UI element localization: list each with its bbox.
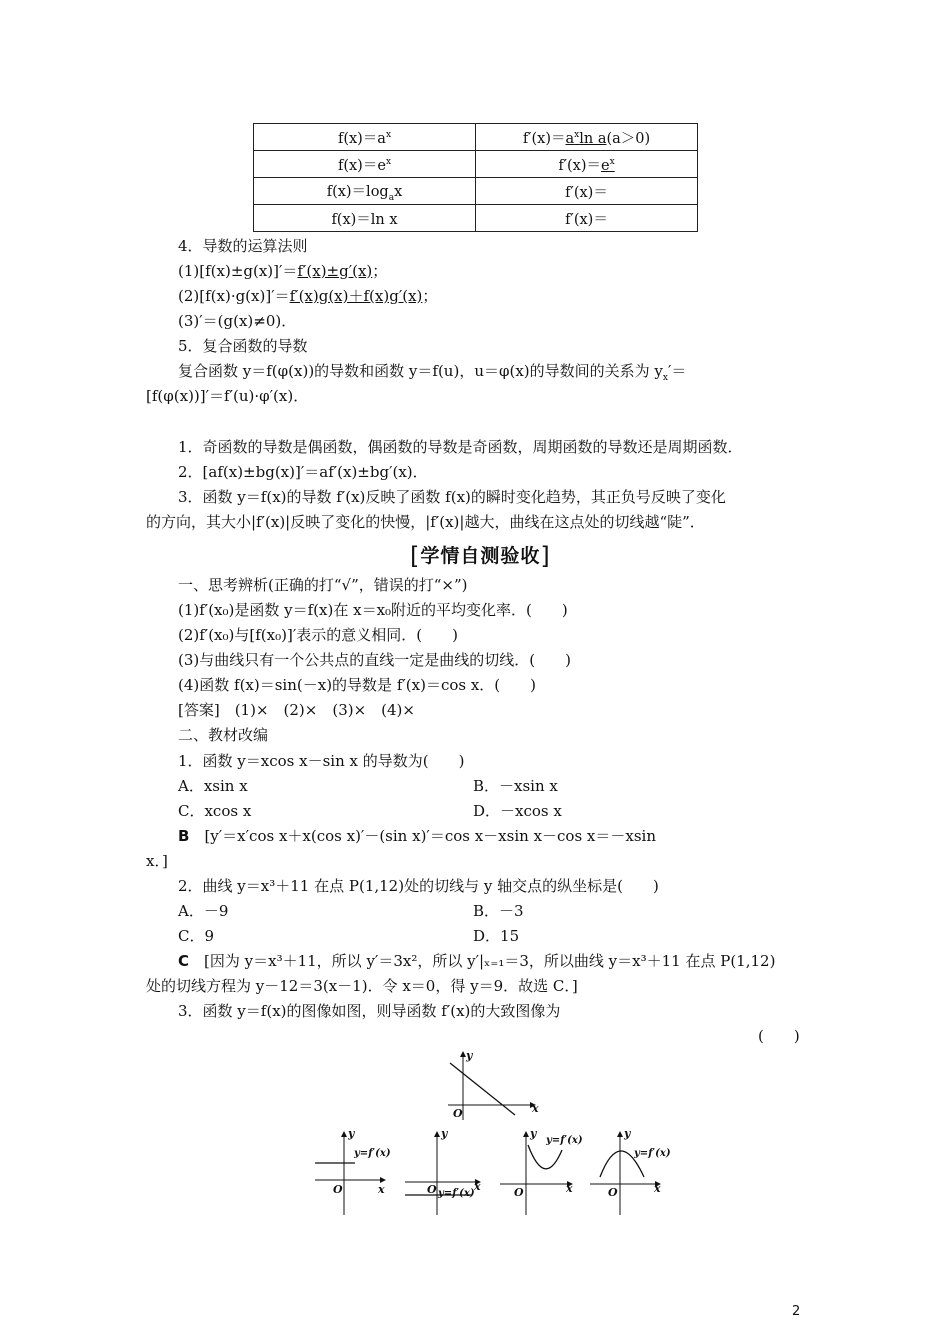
svg-text:y=f′(x): y=f′(x) [546,1135,583,1146]
svg-text:y: y [466,1049,473,1062]
q2-option-a: A．－9 [178,902,229,920]
composite-heading: 5．复合函数的导数 [178,337,308,355]
svg-text:y=f′(x): y=f′(x) [354,1148,391,1159]
composite-line-1: 复合函数 y＝f(φ(x))的导数和函数 y＝f(u)，u＝φ(x)的导数间的关系为 $y_x'=$ [178,362,687,383]
svg-text:O: O [453,1107,463,1120]
table-row [254,151,698,178]
part1-q4: (4)函数 f(x)＝sin(－x)的导数是 f′(x)＝cos x．( ) [178,676,537,694]
note-2: 2．[af(x)±bg(x)]′＝af′(x)±bg′(x)． [178,463,428,481]
derivative-table [253,123,698,232]
svg-text:y: y [624,1127,631,1140]
q2-option-d: D．15 [473,927,520,945]
q3-stem: 3．函数 y＝f(x)的图像如图，则导函数 f′(x)的大致图像为 [178,1002,561,1020]
part1-q3: (3)与曲线只有一个公共点的直线一定是曲线的切线．( ) [178,651,571,669]
table-cell: $f(x)=e^x$ [254,151,476,178]
q1-option-d: D．－xcos x [473,802,562,820]
part1-answer: [答案] (1)× (2)× (3)× (4)× [178,701,415,719]
svg-text:O: O [427,1183,437,1196]
svg-text:y: y [441,1127,448,1140]
composite-line-2: [f(φ(x))]′＝f′(u)·φ′(x)． [146,387,309,405]
table-cell: $f'(x)=a^x\ln$ a(a＞0) [476,124,698,151]
q3-answer-blank: ( ) [758,1027,800,1045]
svg-text:x: x [532,1102,539,1115]
part1-q2: (2)f′(x₀)与[f(x₀)]′表示的意义相同．( ) [178,626,458,644]
svg-text:x: x [474,1180,481,1193]
graph-c-curve [528,1145,562,1169]
part1-heading: 一、思考辨析(正确的打“√”，错误的打“×”) [178,576,468,594]
svg-text:x: x [654,1182,661,1195]
table-cell: f(x)＝ln x [254,205,476,232]
table-cell: $f(x)=\log_ax$ [254,178,476,205]
note-3b: 的方向，其大小|f′(x)|反映了变化的快慢，|f′(x)|越大，曲线在这点处的切线越“陡”． [146,513,705,531]
q1-option-c: C．xcos x [178,802,252,820]
q1-solution: B [y′＝x′cos x＋x(cos x)′－(sin x)′＝cos x－xsin x－cos x＝－xsin [178,827,656,845]
note-1: 1．奇函数的导数是偶函数，偶函数的导数是奇函数，周期函数的导数还是周期函数． [178,438,743,456]
q2-solution: C [因为 y＝x³＋11，所以 y′＝3x²，所以 y′|ₓ₌₁＝3，所以曲线 y＝x³＋11 在点 P(1,12) [178,952,776,970]
q2-solution-cont: 处的切线方程为 y－12＝3(x－1)．令 x＝0，得 y＝9．故选 C．] [146,977,578,995]
svg-text:O: O [514,1186,524,1199]
table-row [254,178,698,205]
table-cell: f′(x)＝ [476,205,698,232]
table-cell: $f'(x)=e^x$ [476,151,698,178]
q1-option-b: B．－xsin x [473,777,558,795]
svg-text:y: y [348,1127,355,1140]
q1-solution-cont: x．] [146,852,168,870]
part1-q1: (1)f′(x₀)是函数 y＝f(x)在 x＝x₀附近的平均变化率．( ) [178,601,568,619]
part2-heading: 二、教材改编 [178,726,269,744]
svg-text:y=f′(x): y=f′(x) [438,1188,475,1199]
rule-3: (3)′＝(g(x)≠0)． [178,312,297,330]
section-title: [学情自测验收] [410,542,551,570]
table-row [254,124,698,151]
svg-text:y=f′(x): y=f′(x) [634,1148,671,1159]
q1-stem: 1．函数 y＝xcos x－sin x 的导数为( ) [178,752,465,770]
q1-option-a: A．xsin x [178,777,248,795]
table-cell: f′(x)＝ [476,178,698,205]
q3-figure [300,1045,680,1225]
table-row [254,205,698,232]
q2-option-c: C．9 [178,927,215,945]
svg-text:y: y [530,1127,537,1140]
svg-text:O: O [333,1183,343,1196]
table-cell: $f(x)=a^x$ [254,124,476,151]
page-number: 2 [792,1304,801,1319]
rules-heading: 4．导数的运算法则 [178,237,308,255]
q2-option-b: B．－3 [473,902,524,920]
rule-1: (1)[f(x)±g(x)]′＝f′(x)±g′(x)； [178,262,388,280]
svg-text:x: x [566,1182,573,1195]
rule-2: (2)[f(x)·g(x)]′＝f′(x)g(x)＋f(x)g′(x)； [178,287,438,305]
svg-text:O: O [608,1186,618,1199]
svg-text:x: x [378,1183,385,1196]
q2-stem: 2．曲线 y＝x³＋11 在点 P(1,12)处的切线与 y 轴交点的纵坐标是( ) [178,877,659,895]
note-3a: 3．函数 y＝f(x)的导数 f′(x)反映了函数 f(x)的瞬时变化趋势，其正负号反映了变化 [178,488,726,506]
